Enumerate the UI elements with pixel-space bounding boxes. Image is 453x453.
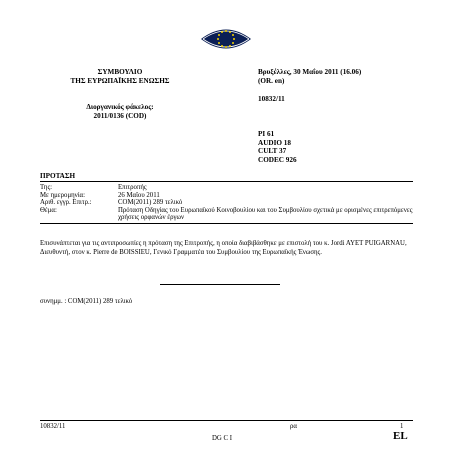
detail-key: Με ημερομηνία: <box>40 191 85 199</box>
footer-divider <box>40 420 413 421</box>
footer-initials: ρα <box>290 423 297 430</box>
divider <box>40 181 413 182</box>
footer-doc-ref: 10832/11 <box>40 423 66 430</box>
detail-key: Αριθ. εγγρ. Επιτρ.: <box>40 199 92 207</box>
code: CULT 37 <box>258 147 287 155</box>
page-number: 1 <box>400 423 404 430</box>
date-line: Βρυξέλλες, 30 Μαΐου 2011 (16.06) <box>258 68 362 76</box>
document-reference: 10832/11 <box>258 95 285 103</box>
classification-codes <box>258 130 297 164</box>
detail-row <box>40 199 413 207</box>
code: PI 61 <box>258 130 275 138</box>
separator-line <box>160 284 280 285</box>
detail-value: 26 Μαΐου 2011 <box>118 191 160 199</box>
detail-key: Της: <box>40 184 53 191</box>
detail-value: COM(2011) 289 τελικό <box>118 199 183 207</box>
divider <box>40 223 413 224</box>
detail-row <box>40 192 413 200</box>
org-line-2: ΤΗΣ ΕΥΡΩΠΑΪΚΗΣ ΕΝΩΣΗΣ <box>70 77 170 85</box>
footer-dg: DG C I <box>212 435 233 442</box>
section-title: ΠΡΟΤΑΣΗ <box>40 172 76 180</box>
code: CODEC 926 <box>258 155 297 164</box>
detail-value: Επιτροπής <box>118 184 147 191</box>
detail-row <box>40 184 413 192</box>
body-paragraph: Επισυνάπτεται για τις αντιπροσωπίες η πρόταση της Επιτροπής, η οποία διαβιβάσθηκε με επιστολή του κ. Jordi AYET PUIGARNAU, Διευθυντή, στον κ. Pierre de BOISSIEU, Γενικό Γραμματέα του Συμβουλίου της Ευρωπαϊκής Ένωσης. <box>40 240 407 256</box>
date-block <box>258 68 361 86</box>
org-line-1: ΣΥΜΒΟΥΛΙΟ <box>97 68 143 76</box>
language-code: EL <box>393 430 408 442</box>
detail-key: Θέμα: <box>40 206 57 214</box>
code: AUDIO 18 <box>258 138 291 147</box>
proposal-details <box>40 184 413 222</box>
detail-value: Πρόταση Οδηγίας του Ευρωπαϊκού Κοινοβουλίου και του Συμβουλίου σχετικά με ορισμένες επιτρεπόμενες χρήσεις ορφανών έργων <box>118 206 413 222</box>
enclosure-note: συνημμ. : COM(2011) 289 τελικό <box>40 298 133 305</box>
council-name <box>40 68 200 86</box>
interinstitutional-file <box>40 103 200 121</box>
file-number: 2011/0136 (COD) <box>93 112 147 120</box>
original-language: (OR. en) <box>258 77 285 85</box>
file-label: Διοργανικός φάκελος: <box>86 103 154 111</box>
eu-council-logo <box>199 22 253 56</box>
detail-row <box>40 207 413 222</box>
